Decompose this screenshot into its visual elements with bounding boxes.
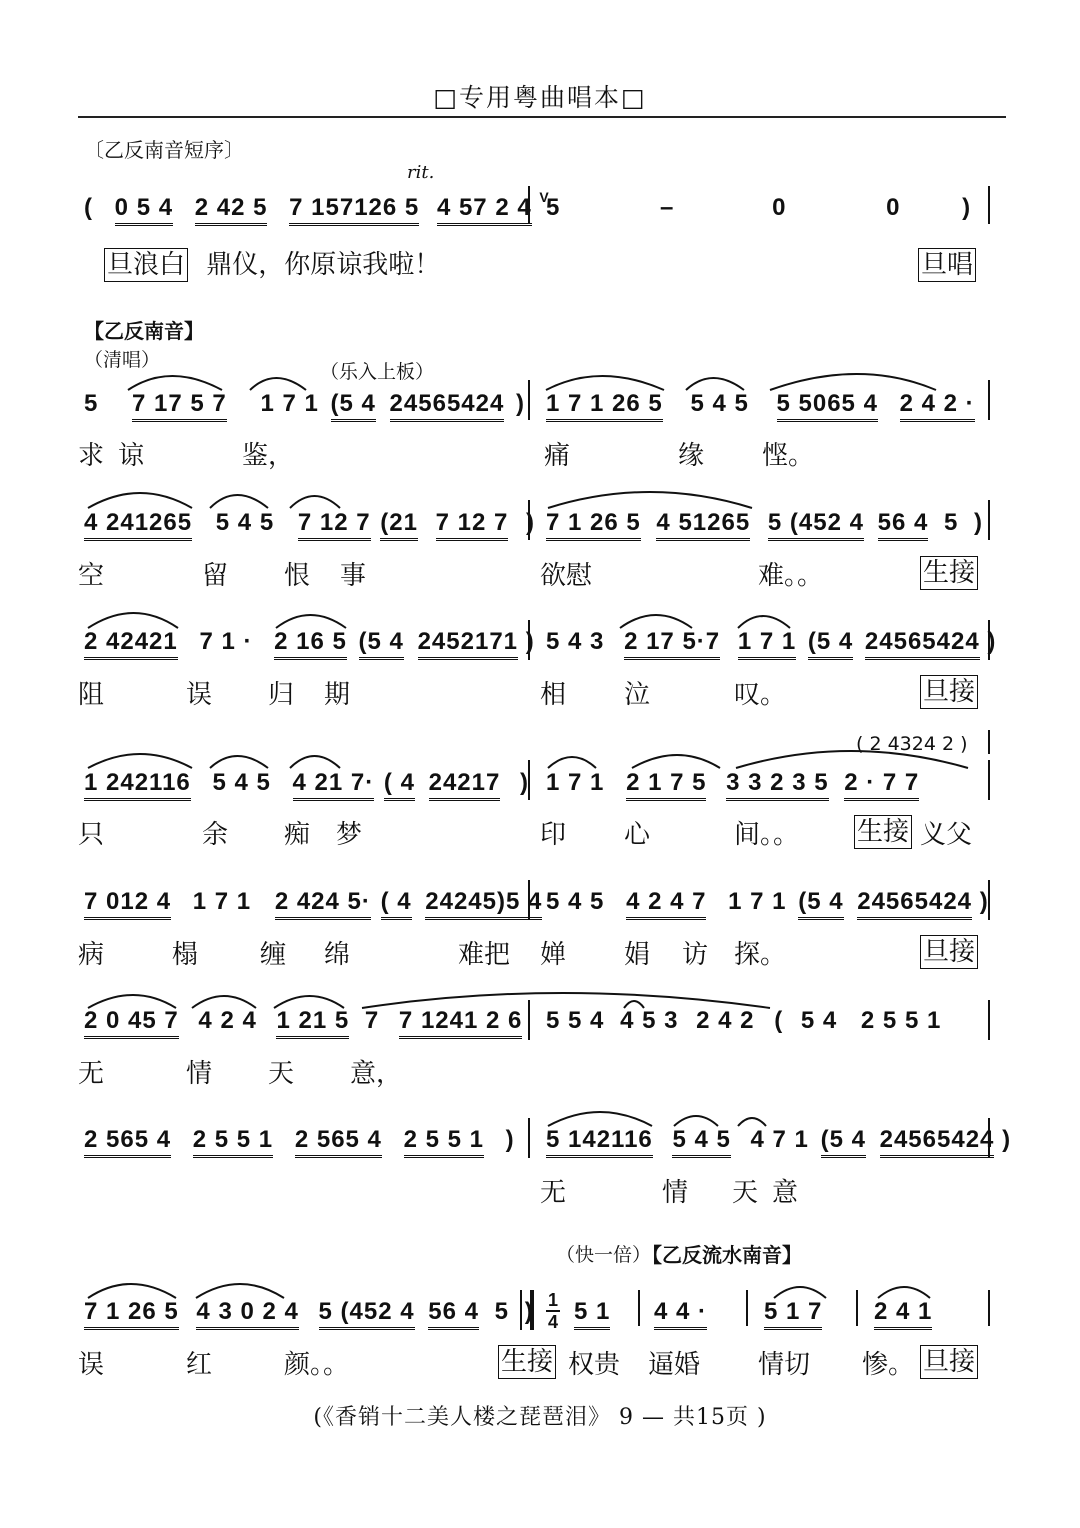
lyric: 红: [186, 1350, 213, 1380]
notes-row: [546, 384, 975, 424]
note-group: 24245)5 4: [425, 887, 542, 920]
note-group: 5 5 4: [546, 1007, 605, 1034]
note-group: 4 4 ·: [654, 1297, 707, 1330]
note-group: 1 21 5: [276, 1006, 349, 1039]
notes-row: [546, 1001, 941, 1041]
note-group: 24565424: [865, 627, 980, 660]
note-group: 2 5 5 1: [193, 1125, 273, 1158]
lyric: 悭。: [762, 441, 815, 471]
note-group: 5 142116: [546, 1125, 653, 1158]
note-group: 7 12 7: [436, 508, 509, 541]
page-footer: (《香销十二美人楼之琵琶泪》 9 — 共15页 ): [313, 1405, 767, 1430]
lyric: 天: [268, 1059, 295, 1089]
note-group: (5 4: [821, 1125, 866, 1158]
note-group: 5 (452 4: [319, 1297, 415, 1330]
lyric: 只: [78, 820, 105, 850]
close-paren: ): [520, 769, 530, 796]
note-group: 24565424: [857, 887, 972, 920]
close-paren: ): [987, 628, 997, 655]
notes-row: [874, 1292, 932, 1332]
intro-notes-right: [546, 188, 971, 228]
note-group: 1 242116: [84, 768, 191, 801]
notes-row: [84, 882, 542, 922]
close-paren: ): [524, 1298, 534, 1325]
intro-section-label: 〔乙反南音短序〕: [84, 138, 244, 162]
fermata-note: 5: [546, 194, 561, 221]
note-group: 24565424: [880, 1125, 995, 1158]
notes-row: [84, 763, 529, 803]
lyric: 期: [324, 680, 351, 710]
yueru-note: （乐入上板）: [320, 361, 435, 383]
notes-row: [546, 503, 983, 543]
barline: [988, 186, 990, 224]
note-group: 2 565 4: [84, 1125, 171, 1158]
note-group: 1 7 1 26 5: [546, 389, 663, 422]
lyric: 鉴，: [242, 441, 295, 471]
lyric: 误: [78, 1350, 105, 1380]
close-paren: ): [505, 1126, 515, 1153]
double-barline: [520, 1290, 534, 1330]
note-group: 4 5 3: [620, 1007, 679, 1034]
fast-section-label: 【乙反流水南音】: [642, 1243, 802, 1267]
note-group: 5 1: [574, 1297, 610, 1330]
note-group: 5 4 3: [546, 628, 605, 655]
note-group: 24565424: [390, 389, 505, 422]
close-paren: ): [526, 509, 536, 536]
lyric: 求: [78, 441, 105, 471]
lyrics-row: [78, 1345, 998, 1385]
barline: [856, 1290, 858, 1326]
note-group: 5 4 5: [212, 769, 271, 796]
barline: [988, 1000, 990, 1040]
role-box: 旦浪白: [104, 248, 188, 282]
lyric: 留: [202, 561, 229, 591]
note-group: 2 1 7 5: [626, 768, 706, 801]
notes-row: [546, 882, 989, 922]
barline: [988, 1118, 990, 1158]
barline: [638, 1290, 640, 1326]
note-group: 5 1 7: [764, 1297, 822, 1330]
close-paren: ): [962, 194, 972, 221]
note-group: ( 4: [381, 887, 412, 920]
note-group: 5 4: [800, 1007, 838, 1034]
page-header: □专用粤曲唱本□: [433, 83, 647, 112]
barline: [528, 1118, 530, 1158]
barline: [988, 880, 990, 920]
role-box: 旦接: [920, 675, 978, 709]
lyric: 情: [662, 1178, 689, 1208]
lyrics-row: [78, 1054, 998, 1094]
rest: 0: [772, 194, 787, 221]
open-paren: (: [84, 194, 93, 221]
note-group: 2 4 2: [696, 1007, 755, 1034]
notes-row: [84, 503, 535, 543]
note-group: (5 4: [808, 627, 853, 660]
notes-row: [84, 384, 525, 424]
lyric: 惨。: [862, 1350, 915, 1380]
lyric: 无: [78, 1059, 105, 1089]
lyric: 权贵: [568, 1350, 621, 1380]
notes-row: [546, 622, 996, 662]
note-group: 7 1 26 5: [84, 1297, 179, 1330]
lyric: 颜。。: [284, 1350, 350, 1380]
note-group: 5: [494, 1298, 510, 1325]
note-group: 24217: [429, 768, 501, 801]
note-group: 1 7 1: [192, 888, 252, 915]
note-group: 1 7 1: [546, 769, 605, 796]
lyric: 情: [186, 1059, 213, 1089]
note-group: 4 7 1: [750, 1126, 809, 1153]
lyric: 榻: [172, 940, 199, 970]
time-sig-top: 1: [547, 1290, 558, 1310]
barline: [988, 500, 990, 540]
lyric: 叹。: [734, 680, 787, 710]
note-group: 4 2 4 7: [626, 887, 706, 920]
note-group: 1 7 1: [728, 888, 787, 915]
barline: [528, 760, 530, 800]
note-group: 4 241265: [84, 508, 192, 541]
notes-row: [84, 1120, 515, 1160]
lyric: 梦: [336, 820, 363, 850]
note-group: 7 1 ·: [199, 628, 253, 655]
note-group: 2 4 2 ·: [900, 389, 975, 422]
barline: [528, 620, 530, 660]
lyrics-row: [78, 556, 998, 596]
note-group: 7 1241 2 6: [399, 1006, 522, 1039]
qingchang-note: （清唱）: [84, 349, 161, 371]
lyric: 绵: [324, 940, 351, 970]
lyric: 恨: [284, 561, 311, 591]
lyric: 缘: [678, 441, 705, 471]
rest: 0: [886, 194, 901, 221]
note-group: 2 424 5·: [275, 887, 371, 920]
note-group: 7: [364, 1007, 380, 1034]
lyric: 事: [340, 561, 367, 591]
lyric: 探。: [734, 940, 787, 970]
lyrics-row: [78, 935, 998, 975]
lyric: 难。。: [758, 561, 824, 591]
lyric: 访: [682, 940, 709, 970]
barline: [988, 380, 990, 420]
close-paren: ): [1002, 1126, 1012, 1153]
lyric: 无: [540, 1178, 567, 1208]
lyric: 逼婚: [648, 1350, 701, 1380]
role-box: 旦唱: [918, 248, 976, 282]
role-box: 生接: [920, 556, 978, 590]
note-group: 2 16 5: [274, 627, 347, 660]
lyric: 余: [202, 820, 229, 850]
note-group: (21: [380, 508, 418, 541]
barline: [528, 880, 530, 920]
spoken-text: 鼎仪，你原谅我啦！: [206, 250, 441, 280]
close-paren: ): [516, 390, 525, 417]
lyric: 意: [772, 1178, 799, 1208]
alt-phrase-note: ( 2 4324 2 ): [856, 733, 968, 755]
note-group: 2 0 45 7: [84, 1006, 179, 1039]
note-group: 7 12 7: [298, 508, 371, 541]
lyric: 印: [540, 820, 567, 850]
notes-row: [574, 1292, 610, 1332]
lyric: 阻: [78, 680, 105, 710]
note-group: 4 51265: [656, 508, 750, 541]
note-group: 4 2 4: [198, 1007, 257, 1034]
note-group: ( 4: [384, 768, 415, 801]
barline: [528, 1000, 530, 1040]
lyric: 难把: [458, 940, 511, 970]
notes-row: [84, 1292, 534, 1332]
barline: [988, 730, 990, 754]
lyric: 相: [540, 680, 567, 710]
dash: –: [660, 194, 675, 221]
spoken-line: [104, 245, 440, 285]
notes-row: [764, 1292, 822, 1332]
lyric: 婵: [540, 940, 567, 970]
role-box: 生接: [854, 815, 912, 849]
lyric: 误: [186, 680, 213, 710]
intro-notes-left: [84, 188, 550, 228]
notes-row: [546, 763, 919, 803]
note-group: 2 565 4: [295, 1125, 382, 1158]
note-group: 7 1 26 5: [546, 508, 641, 541]
main-section-label: 【乙反南音】: [84, 319, 204, 343]
lyric: 病: [78, 940, 105, 970]
note-group: 5 4 5: [546, 888, 605, 915]
lyric: 意，: [350, 1059, 403, 1089]
close-paren: ): [525, 628, 535, 655]
header-rule: [78, 116, 1006, 118]
note-group: (5 4: [331, 389, 376, 422]
lyric: 缠: [260, 940, 287, 970]
lyric: 泣: [624, 680, 651, 710]
notes-row: [546, 1120, 1011, 1160]
lyric: 归: [268, 680, 295, 710]
note-group: 2 5 5 1: [404, 1125, 484, 1158]
barline: [528, 380, 530, 420]
close-paren: ): [979, 888, 989, 915]
close-paren: ): [974, 509, 984, 536]
note-group: 1 7 1: [738, 627, 796, 660]
note-group: 56 4: [428, 1297, 479, 1330]
note-group: 5 4 5: [690, 390, 749, 417]
note-group: 3 3 2 3 5: [726, 768, 828, 801]
note-group: 56 4: [878, 508, 929, 541]
barline: [746, 1290, 748, 1326]
note-group: 5 4 5: [215, 509, 275, 536]
lyrics-row: [78, 1173, 998, 1213]
lyric: 情切: [758, 1350, 811, 1380]
time-signature: [546, 1291, 560, 1331]
lyric: 间。。: [734, 820, 800, 850]
note-group: 5 4 5: [672, 1125, 730, 1158]
note-group: 5: [84, 390, 99, 417]
lyric: 痛: [544, 441, 571, 471]
lyric: 痴: [284, 820, 311, 850]
notes-row: [654, 1292, 707, 1332]
notes-row: [84, 1001, 522, 1041]
lyric: 天: [732, 1178, 759, 1208]
note-group: 5 5065 4: [777, 389, 878, 422]
note-group: 2452171: [418, 627, 518, 660]
role-box: 生接: [498, 1345, 556, 1379]
barline: [988, 620, 990, 660]
lyrics-row: [78, 436, 998, 476]
note-group: 4 21 7·: [293, 768, 375, 801]
role-box: 旦接: [920, 935, 978, 969]
note-group: 2 4 1: [874, 1297, 932, 1330]
lyrics-row: [78, 815, 998, 855]
kuai-note: （快一倍）: [556, 1244, 652, 1266]
note-group: 5 (452 4: [768, 508, 864, 541]
time-sig-bottom: 4: [547, 1312, 558, 1332]
note-group: (5 4: [798, 887, 843, 920]
note-group: 2 17 5·7: [624, 627, 720, 660]
note-group: 2 · 7 7: [844, 768, 919, 801]
open-paren: (: [774, 1007, 784, 1034]
note-group: 4 3 0 2 4: [196, 1297, 298, 1330]
lyric: 义父: [920, 820, 973, 850]
role-box: 旦接: [920, 1345, 978, 1379]
note-group: 2 42421: [84, 627, 178, 660]
note-group: 2 5 5 1: [860, 1007, 942, 1034]
lyric: 欲慰: [540, 561, 593, 591]
note-group: 7 17 5 7: [132, 389, 227, 422]
note-group: 2 42 5: [195, 193, 268, 226]
rit-marking: rit.: [407, 162, 435, 183]
note-group: 4 57 2 4: [437, 193, 532, 226]
note-group: (5 4: [359, 627, 404, 660]
barline: [988, 1290, 990, 1326]
lyrics-row: [78, 675, 998, 715]
cue: [918, 245, 976, 285]
note-group: 5: [944, 509, 959, 536]
lyric: 谅: [118, 441, 145, 471]
barline: [528, 186, 530, 224]
notes-row: [84, 622, 535, 662]
lyric: 娟: [624, 940, 651, 970]
note-group: 7 012 4: [84, 887, 171, 920]
note-group: 7 157126 5: [289, 193, 419, 226]
note-group: 0 5 4: [115, 193, 173, 226]
note-group: 1 7 1: [260, 390, 319, 417]
barline: [988, 760, 990, 800]
lyric: 空: [78, 561, 105, 591]
barline: [528, 500, 530, 540]
breath-mark: V: [539, 189, 550, 205]
lyric: 心: [624, 820, 651, 850]
